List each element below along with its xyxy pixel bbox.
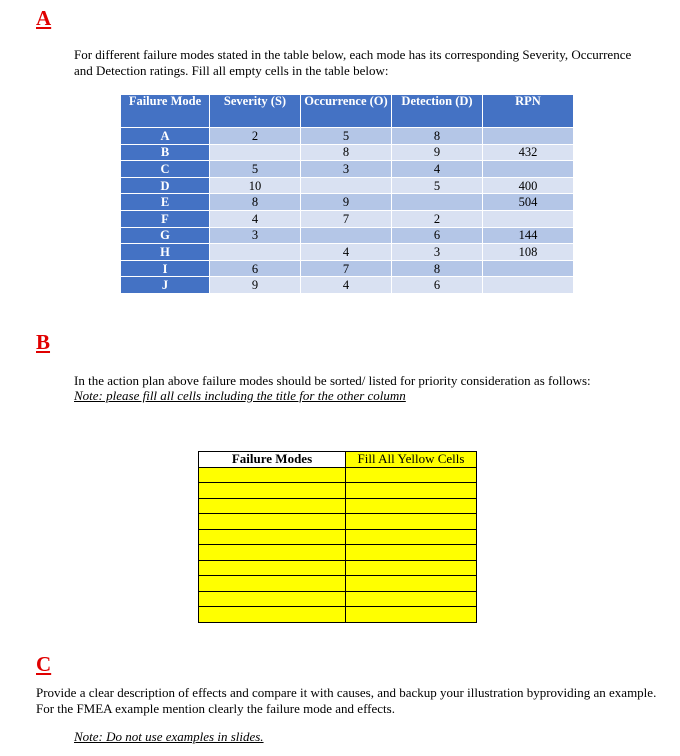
section-b-instructions: In the action plan above failure modes should be sorted/ listed for priority consideration as follows:: [74, 373, 591, 388]
rating-cell: 10: [210, 177, 301, 194]
yellow-cell[interactable]: [199, 560, 346, 576]
rating-cell: 8: [392, 128, 483, 145]
table-row: [121, 144, 574, 161]
rating-cell: 4: [210, 210, 301, 227]
table-row: [121, 161, 574, 178]
table-row: [199, 545, 477, 561]
rating-cell: 5: [301, 128, 392, 145]
rating-cell[interactable]: [392, 194, 483, 211]
table-row: [199, 560, 477, 576]
rating-cell[interactable]: [210, 144, 301, 161]
yellow-cell[interactable]: [199, 483, 346, 499]
failure-mode-cell: C: [121, 161, 210, 178]
section-c-note: Note: Do not use examples in slides.: [74, 729, 264, 744]
rating-cell: 8: [210, 194, 301, 211]
failure-mode-cell: E: [121, 194, 210, 211]
priority-table: [198, 451, 477, 623]
rating-cell: 3: [392, 244, 483, 261]
rating-cell: 5: [210, 161, 301, 178]
section-c-instructions: Provide a clear description of effects and compare it with causes, and backup your illustration byproviding an example. For the FMEA example mention clearly the failure mode and effects.: [36, 685, 657, 716]
table-row: [121, 260, 574, 277]
rating-cell: 432: [483, 144, 574, 161]
failure-mode-cell: F: [121, 210, 210, 227]
yellow-cell[interactable]: [346, 529, 477, 545]
table-row: [121, 177, 574, 194]
rating-cell: 6: [392, 277, 483, 294]
failure-mode-cell: A: [121, 128, 210, 145]
table-row: [199, 591, 477, 607]
table-row: [199, 483, 477, 499]
yellow-cell[interactable]: [346, 545, 477, 561]
rating-cell: 504: [483, 194, 574, 211]
failure-mode-cell: I: [121, 260, 210, 277]
table-row: [121, 210, 574, 227]
yellow-cell[interactable]: [199, 607, 346, 623]
table-row: [121, 244, 574, 261]
other-column-header[interactable]: Fill All Yellow Cells: [346, 452, 477, 468]
yellow-cell[interactable]: [346, 576, 477, 592]
yellow-cell[interactable]: [346, 607, 477, 623]
failure-mode-cell: G: [121, 227, 210, 244]
yellow-cell[interactable]: [346, 483, 477, 499]
rating-cell: 4: [301, 244, 392, 261]
yellow-cell[interactable]: [199, 591, 346, 607]
table-row: [121, 128, 574, 145]
rating-cell: 8: [301, 144, 392, 161]
yellow-cell[interactable]: [346, 514, 477, 530]
column-header: Severity (S): [210, 95, 301, 128]
rating-cell: 3: [210, 227, 301, 244]
rating-cell: 9: [210, 277, 301, 294]
yellow-cell[interactable]: [199, 529, 346, 545]
rating-cell: 2: [392, 210, 483, 227]
column-header: Detection (D): [392, 95, 483, 128]
yellow-cell[interactable]: [346, 591, 477, 607]
rating-cell: 400: [483, 177, 574, 194]
yellow-cell[interactable]: [346, 498, 477, 514]
table-row: [199, 467, 477, 483]
yellow-cell[interactable]: [346, 467, 477, 483]
rating-cell: 7: [301, 260, 392, 277]
yellow-cell[interactable]: [199, 576, 346, 592]
rating-cell: 6: [210, 260, 301, 277]
failure-modes-header: Failure Modes: [199, 452, 346, 468]
rating-cell[interactable]: [483, 128, 574, 145]
failure-mode-cell: D: [121, 177, 210, 194]
rating-cell: 7: [301, 210, 392, 227]
yellow-cell[interactable]: [346, 560, 477, 576]
section-c-heading: C: [36, 652, 52, 676]
section-a-heading: A: [36, 6, 52, 30]
table-row: [199, 576, 477, 592]
rating-cell: 144: [483, 227, 574, 244]
rating-cell[interactable]: [483, 210, 574, 227]
rating-cell: 9: [392, 144, 483, 161]
table-row: [199, 514, 477, 530]
rating-cell: 5: [392, 177, 483, 194]
section-b-note: Note: please fill all cells including the title for the other column: [74, 388, 406, 403]
yellow-cell[interactable]: [199, 545, 346, 561]
yellow-cell[interactable]: [199, 498, 346, 514]
rating-cell: 8: [392, 260, 483, 277]
rating-cell: 108: [483, 244, 574, 261]
table-row: [199, 529, 477, 545]
rating-cell[interactable]: [301, 227, 392, 244]
fmea-table: [120, 94, 574, 294]
rating-cell[interactable]: [301, 177, 392, 194]
table-row: [121, 194, 574, 211]
rating-cell: 4: [392, 161, 483, 178]
failure-mode-cell: J: [121, 277, 210, 294]
column-header: Occurrence (O): [301, 95, 392, 128]
rating-cell: 4: [301, 277, 392, 294]
column-header: Failure Mode: [121, 95, 210, 128]
rating-cell: 6: [392, 227, 483, 244]
yellow-cell[interactable]: [199, 467, 346, 483]
rating-cell[interactable]: [483, 277, 574, 294]
rating-cell: 3: [301, 161, 392, 178]
rating-cell: 9: [301, 194, 392, 211]
rating-cell[interactable]: [483, 260, 574, 277]
section-b-heading: B: [36, 330, 51, 354]
rating-cell: 2: [210, 128, 301, 145]
column-header: RPN: [483, 95, 574, 128]
failure-mode-cell: H: [121, 244, 210, 261]
table-row: [121, 227, 574, 244]
table-row: [199, 498, 477, 514]
section-a-instructions: For different failure modes stated in the table below, each mode has its corresponding Severity, Occurrence and Detection ratings. Fill all empty cells in the table below:: [74, 47, 632, 78]
table-row: [121, 277, 574, 294]
rating-cell[interactable]: [210, 244, 301, 261]
rating-cell[interactable]: [483, 161, 574, 178]
yellow-cell[interactable]: [199, 514, 346, 530]
table-row: [199, 607, 477, 623]
failure-mode-cell: B: [121, 144, 210, 161]
